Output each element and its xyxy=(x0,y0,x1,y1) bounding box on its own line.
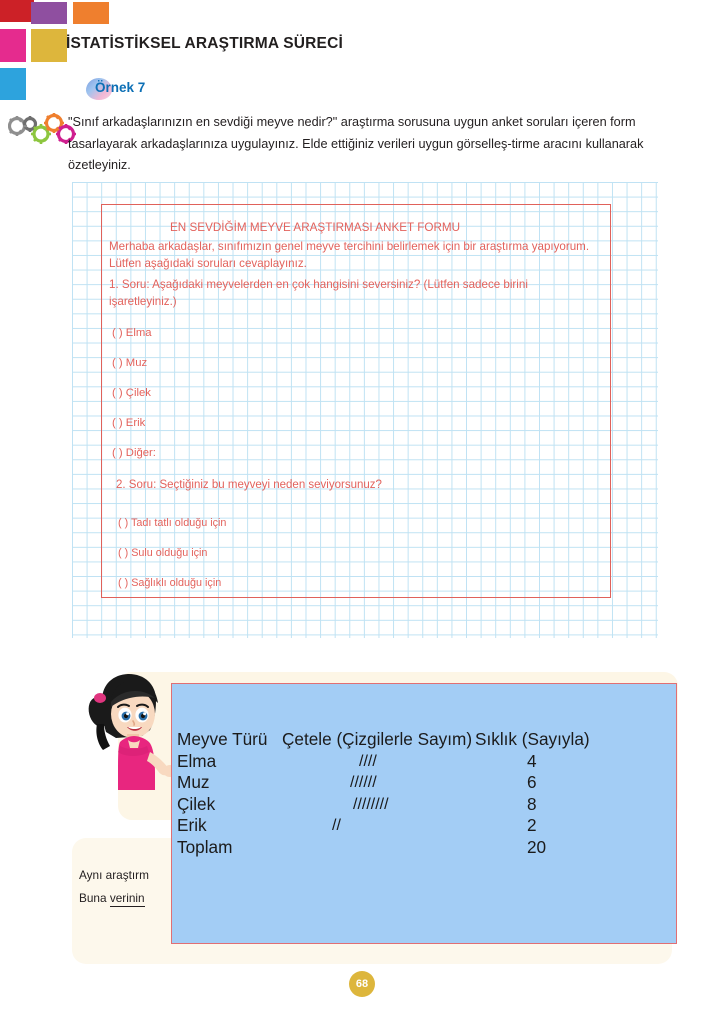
table-row xyxy=(177,815,677,837)
frequency-table xyxy=(177,729,677,858)
example-label: Örnek 7 xyxy=(95,80,146,95)
table-cell-freq-elma: 4 xyxy=(527,750,537,771)
survey-option-elma[interactable]: ( ) Elma xyxy=(112,327,152,339)
table-cell-name-muz: Muz xyxy=(177,772,210,792)
page-title: İSTATİSTİKSEL ARAŞTIRMA SÜRECİ xyxy=(66,35,343,52)
table-cell-name-cilek: Çilek xyxy=(177,793,216,814)
survey-question-1: 1. Soru: Aşağıdaki meyvelerden en çok hangisini seversiniz? (Lütfen sadece birini işaretleyiniz.) xyxy=(109,278,528,308)
hidden-text-line-2-underlined: verinin xyxy=(109,891,145,905)
color-swatch-red xyxy=(0,0,34,22)
table-row xyxy=(177,794,677,816)
color-swatch-gold xyxy=(31,29,67,62)
survey-form-title: EN SEVDİĞİM MEYVE ARAŞTIRMASI ANKET FORMU xyxy=(170,221,461,234)
table-row xyxy=(177,772,677,794)
survey-form-intro: Merhaba arkadaşlar, sınıfımızın genel meyve tercihini belirlemek için bir araştırma yapıyorum. Lütfen aşağıdaki soruları cevaplayınız. xyxy=(109,240,590,270)
survey-option-cilek[interactable]: ( ) Çilek xyxy=(112,387,151,399)
survey-option-tadi-tatli[interactable]: ( ) Tadı tatlı olduğu için xyxy=(118,517,227,529)
color-swatch-orange xyxy=(73,2,109,24)
table-cell-total-label: Toplam xyxy=(177,836,233,857)
table-cell-freq-muz: 6 xyxy=(527,772,537,792)
table-header-fruit-type: Meyve Türü xyxy=(177,729,268,749)
survey-option-muz[interactable]: ( ) Muz xyxy=(112,357,148,369)
instruction-paragraph: "Sınıf arkadaşlarınızın en sevdiği meyve nedir?" araştırma sorusuna uygun anket soruları içeren form tasarlayarak arkadaşlarınıza uygulayınız. Elde ettiğiniz verileri uygun görselleş-tirme aracını kullanarak özetleyiniz. xyxy=(68,115,644,172)
table-cell-name-erik: Erik xyxy=(177,815,207,835)
table-total-row xyxy=(177,837,677,859)
frequency-table-box xyxy=(171,683,677,944)
table-cell-total-value: 20 xyxy=(527,836,547,857)
table-header-row xyxy=(177,729,677,751)
hidden-text-line-1: Aynı araştırm xyxy=(79,868,149,882)
survey-question-2: 2. Soru: Seçtiğiniz bu meyveyi neden seviyorsunuz? xyxy=(116,479,382,491)
color-swatch-purple xyxy=(31,2,67,24)
survey-option-erik[interactable]: ( ) Erik xyxy=(112,417,146,429)
table-cell-freq-erik: 2 xyxy=(527,815,537,835)
hidden-text-line-2 xyxy=(79,887,149,910)
hidden-text-line-2-plain: Buna xyxy=(79,891,110,905)
table-header-tally: Çetele (Çizgilerle Sayım) xyxy=(282,729,473,749)
color-swatch-pink xyxy=(0,29,26,62)
table-header-frequency: Sıklık (Sayıyla) xyxy=(475,729,590,749)
table-cell-name-elma: Elma xyxy=(177,750,217,771)
page-number-badge: 68 xyxy=(349,971,375,997)
survey-option-diger[interactable]: ( ) Diğer: xyxy=(112,447,156,459)
table-cell-freq-cilek: 8 xyxy=(527,793,537,814)
table-cell-tally-erik: // xyxy=(332,817,341,834)
survey-form xyxy=(101,204,611,598)
survey-option-sulu[interactable]: ( ) Sulu olduğu için xyxy=(118,547,208,559)
hidden-text-block xyxy=(79,864,149,910)
table-row xyxy=(177,751,677,773)
table-cell-tally-elma: //// xyxy=(359,752,377,770)
table-cell-tally-muz: ////// xyxy=(350,774,377,791)
color-swatch-blue xyxy=(0,68,26,100)
survey-option-saglikli[interactable]: ( ) Sağlıklı olduğu için xyxy=(118,577,222,589)
table-cell-tally-cilek: //////// xyxy=(353,795,389,813)
